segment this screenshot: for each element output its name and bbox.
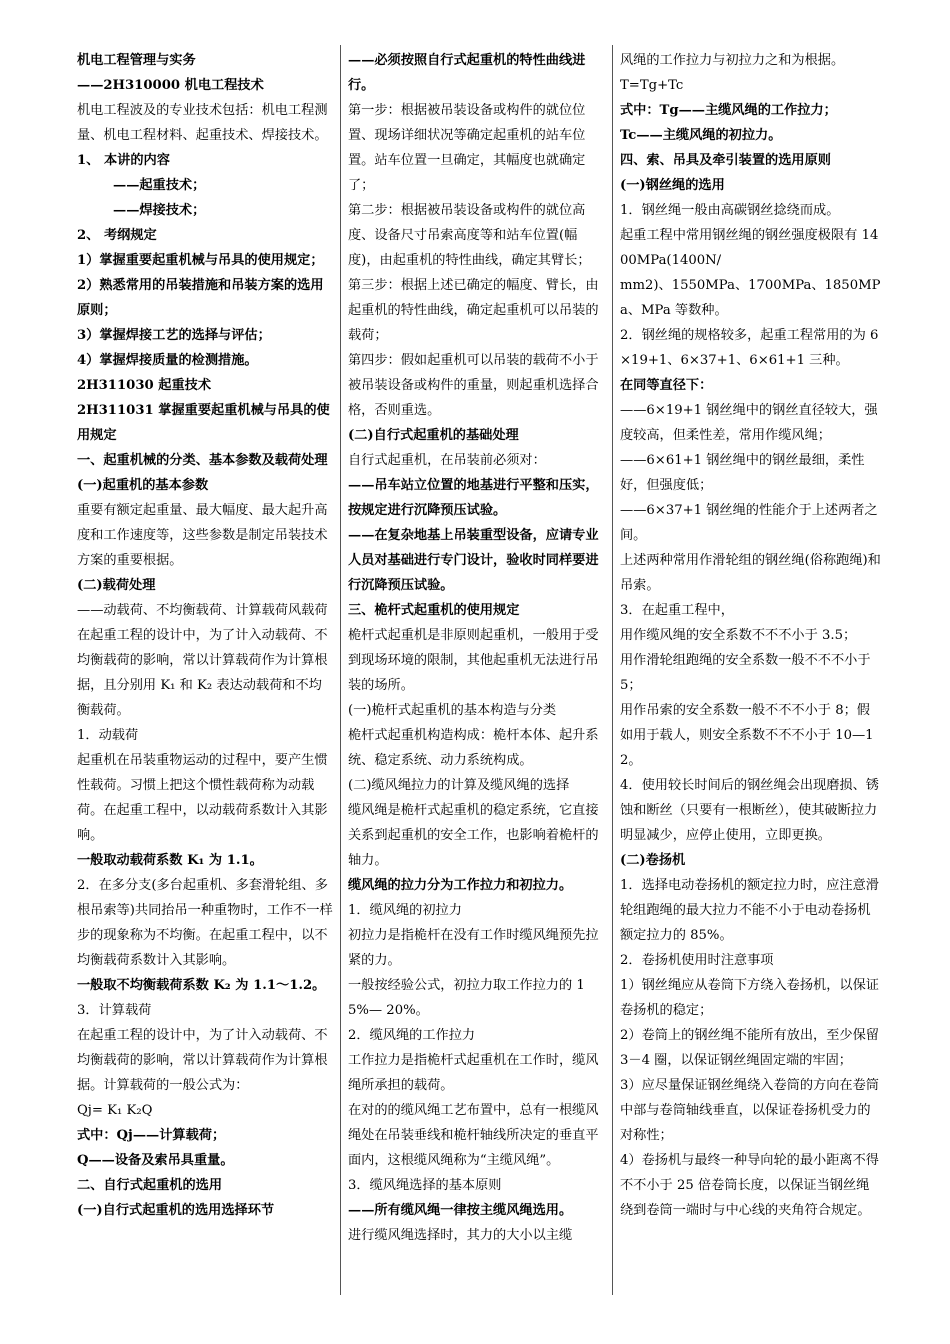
paragraph: 2H311031 掌握重要起重机械与吊具的使用规定: [77, 403, 330, 443]
paragraph: 3）掌握焊接工艺的选择与评估；: [77, 328, 271, 343]
paragraph: mm2)、1550MPa、1700MPa、1850MPa、MPa 等数种。: [620, 278, 881, 318]
paragraph: 上述两种常用作滑轮组的钢丝绳(俗称跑绳)和吊索。: [620, 553, 881, 593]
paragraph: 第三步：根据上述已确定的幅度、臂长，由起重机的特性曲线，确定起重机可以吊装的载荷；: [348, 278, 599, 343]
paragraph: 2．钢丝绳的规格较多，起重工程常用的为 6×19+1、6×37+1、6×61+1 三种。: [620, 328, 879, 368]
paragraph: 一般取动载荷系数 K₁ 为 1.1。: [77, 853, 263, 868]
text-column-left: [77, 48, 335, 1223]
paragraph: 工作拉力是指桅杆式起重机在工作时，缆风绳所承担的载荷。: [348, 1053, 599, 1093]
paragraph: (一)桅杆式起重机的基本构造与分类: [348, 703, 557, 718]
paragraph: 机电工程波及的专业技术包括：机电工程测量、机电工程材料、起重技术、焊接技术。: [77, 103, 328, 143]
paragraph: (二)缆风绳拉力的计算及缆风绳的选择: [348, 778, 570, 793]
paragraph: 起重机在吊装重物运动的过程中，要产生惯性载荷。习惯上把这个惯性载荷称为动载荷。在起重工程中，以动载荷系数计入其影响。: [77, 753, 328, 843]
paragraph: 一、起重机械的分类、基本参数及载荷处理: [77, 453, 328, 468]
paragraph: 1）掌握重要起重机械与吊具的使用规定；: [77, 253, 324, 268]
paragraph: 2．卷扬机使用时注意事项: [620, 953, 774, 968]
paragraph: 4）卷扬机与最终一种导向轮的最小距离不得不不小于 25 倍卷筒长度，以保证当钢丝绳绕到卷筒一端时与中心线的夹角符合规定。: [620, 1153, 879, 1218]
paragraph: 进行缆风绳选择时，其力的大小以主缆: [348, 1228, 573, 1243]
column-divider: [612, 45, 613, 1295]
paragraph: ——动载荷、不均衡载荷、计算载荷风载荷: [77, 603, 328, 618]
paragraph: 2H311030 起重技术: [77, 378, 212, 393]
paragraph: 4）掌握焊接质量的检测措施。: [77, 353, 258, 368]
paragraph: ——2H310000 机电工程技术: [77, 78, 264, 93]
paragraph: 起重工程中常用钢丝绳的钢丝强度极限有 1400MPa(1400N/: [620, 228, 879, 268]
paragraph: 桅杆式起重机构造构成：桅杆本体、起升系统、稳定系统、动力系统构成。: [348, 728, 599, 768]
paragraph: (二)自行式起重机的基础处理: [348, 428, 519, 443]
paragraph: ——焊接技术；: [113, 203, 206, 218]
paragraph: 用作缆风绳的安全系数不不不小于 3.5；: [620, 628, 857, 643]
paragraph: 一般按经验公式，初拉力取工作拉力的 15%— 20%。: [348, 978, 585, 1018]
paragraph: 三、桅杆式起重机的使用规定: [348, 603, 520, 618]
paragraph: 在起重工程的设计中，为了计入动载荷、不均衡载荷的影响，常以计算载荷作为计算根据，且分别用 K₁ 和 K₂ 表达动载荷和不均衡载荷。: [77, 628, 328, 718]
paragraph: 2）熟悉常用的吊装措施和吊装方案的选用原则；: [77, 278, 324, 318]
paragraph: 缆风绳是桅杆式起重机的稳定系统，它直接关系到起重机的安全工作，也影响着桅杆的轴力。: [348, 803, 599, 868]
paragraph: 第一步：根据被吊装设备或构件的就位位置、现场详细状况等确定起重机的站车位置。站车位置一旦确定，其幅度也就确定了；: [348, 103, 586, 193]
paragraph: 四、索、吊具及牵引装置的选用原则: [620, 153, 831, 168]
paragraph: ——所有缆风绳一律按主缆风绳选用。: [348, 1203, 573, 1218]
paragraph: 2）卷筒上的钢丝绳不能所有放出，至少保留 3－4 圈，以保证钢丝绳固定端的牢固；: [620, 1028, 879, 1068]
paragraph: 第四步：假如起重机可以吊装的载荷不小于被吊装设备或构件的重量，则起重机选择合格，否则重选。: [348, 353, 599, 418]
paragraph: 一般取不均衡载荷系数 K₂ 为 1.1～1.2。: [77, 978, 326, 993]
paragraph: ——6×19+1 钢丝绳中的钢丝直径较大，强度较高，但柔性差，常用作缆风绳；: [620, 403, 878, 443]
paragraph: Tc——主缆风绳的初拉力。: [620, 128, 782, 143]
paragraph: ——6×37+1 钢丝绳的性能介于上述两者之间。: [620, 503, 878, 543]
paragraph: 在起重工程的设计中，为了计入动载荷、不均衡载荷的影响，常以计算载荷作为计算根据。计算载荷的一般公式为：: [77, 1028, 328, 1093]
paragraph: 1．钢丝绳一般由高碳钢丝捻绕而成。: [620, 203, 840, 218]
paragraph: (一)钢丝绳的选用: [620, 178, 725, 193]
paragraph: 二、自行式起重机的选用: [77, 1178, 223, 1193]
paragraph: 用作吊索的安全系数一般不不不小于 8；假如用于载人，则安全系数不不不小于 10—12。: [620, 703, 874, 768]
paragraph: (二)载荷处理: [77, 578, 156, 593]
paragraph: ——必须按照自行式起重机的特性曲线进行。: [348, 53, 586, 93]
paragraph: 2．缆风绳的工作拉力: [348, 1028, 476, 1043]
paragraph: 初拉力是指桅杆在没有工作时缆风绳预先拉紧的力。: [348, 928, 599, 968]
paragraph: 2、 考纲规定: [77, 228, 157, 243]
paragraph: 桅杆式起重机是非原则起重机，一般用于受到现场环境的限制，其他起重机无法进行吊装的场所。: [348, 628, 599, 693]
paragraph: 风绳的工作拉力与初拉力之和为根据。: [620, 53, 845, 68]
paragraph: (二)卷扬机: [620, 853, 686, 868]
paragraph: Qj= K₁ K₂Q: [77, 1103, 153, 1118]
paragraph: 用作滑轮组跑绳的安全系数一般不不不小于 5；: [620, 653, 871, 693]
paragraph: ——吊车站立位置的地基进行平整和压实，按规定进行沉降预压试验。: [348, 478, 599, 518]
paragraph: 3．在起重工程中，: [620, 603, 734, 618]
column-divider: [340, 45, 341, 1295]
paragraph: 3．计算载荷: [77, 1003, 152, 1018]
paragraph: 3．缆风绳选择的基本原则: [348, 1178, 502, 1193]
paragraph: (一)起重机的基本参数: [77, 478, 209, 493]
paragraph: (一)自行式起重机的选用选择环节: [77, 1203, 275, 1218]
paragraph: 机电工程管理与实务: [77, 53, 196, 68]
paragraph: 式中：Tg——主缆风绳的工作拉力；: [620, 103, 837, 118]
paragraph: 1、 本讲的内容: [77, 153, 170, 168]
paragraph: 2．在多分支(多台起重机、多套滑轮组、多根吊索等)共同抬吊一种重物时，工作不一样步的现象称为不均衡。在起重工程中，以不均衡载荷系数计入其影响。: [77, 878, 333, 968]
paragraph: 式中：Qj——计算载荷；: [77, 1128, 226, 1143]
paragraph: 1．缆风绳的初拉力: [348, 903, 462, 918]
paragraph: 1．动载荷: [77, 728, 139, 743]
paragraph: ——起重技术；: [113, 178, 206, 193]
paragraph: 4．使用较长时间后的钢丝绳会出现磨损、锈蚀和断丝（只要有一根断丝），使其破断拉力明显减少，应停止使用，立即更换。: [620, 778, 879, 843]
paragraph: 第二步：根据被吊装设备或构件的就位高度、设备尺寸吊索高度等和站车位置(幅度)，由起重机的特性曲线，确定其臂长；: [348, 203, 591, 268]
paragraph: ——6×61+1 钢丝绳中的钢丝最细，柔性好，但强度低；: [620, 453, 865, 493]
paragraph: 3）应尽量保证钢丝绳绕入卷筒的方向在卷筒中部与卷筒轴线垂直，以保证卷扬机受力的对称性；: [620, 1078, 879, 1143]
text-column-right: [620, 48, 882, 1223]
paragraph: 自行式起重机，在吊装前必须对：: [348, 453, 546, 468]
paragraph: 在对的的缆风绳工艺布置中，总有一根缆风绳处在吊装垂线和桅杆轴线所决定的垂直平面内，这根缆风绳称为“主缆风绳”。: [348, 1103, 599, 1168]
text-column-middle: [348, 48, 603, 1248]
paragraph: T=Tg+Tc: [620, 78, 684, 93]
paragraph: 1．选择电动卷扬机的额定拉力时，应注意滑轮组跑绳的最大拉力不能不小于电动卷扬机额定拉力的 85%。: [620, 878, 879, 943]
paragraph: 缆风绳的拉力分为工作拉力和初拉力。: [348, 878, 573, 893]
paragraph: 在同等直径下：: [620, 378, 713, 393]
paragraph: 重要有额定起重量、最大幅度、最大起升高度和工作速度等，这些参数是制定吊装技术方案的重要根据。: [77, 503, 328, 568]
paragraph: 1）钢丝绳应从卷筒下方绕入卷扬机，以保证卷扬机的稳定；: [620, 978, 879, 1018]
paragraph: ——在复杂地基上吊装重型设备，应请专业人员对基础进行专门设计，验收时同样要进行沉降预压试验。: [348, 528, 599, 593]
paragraph: Q——设备及索吊具重量。: [77, 1153, 234, 1168]
